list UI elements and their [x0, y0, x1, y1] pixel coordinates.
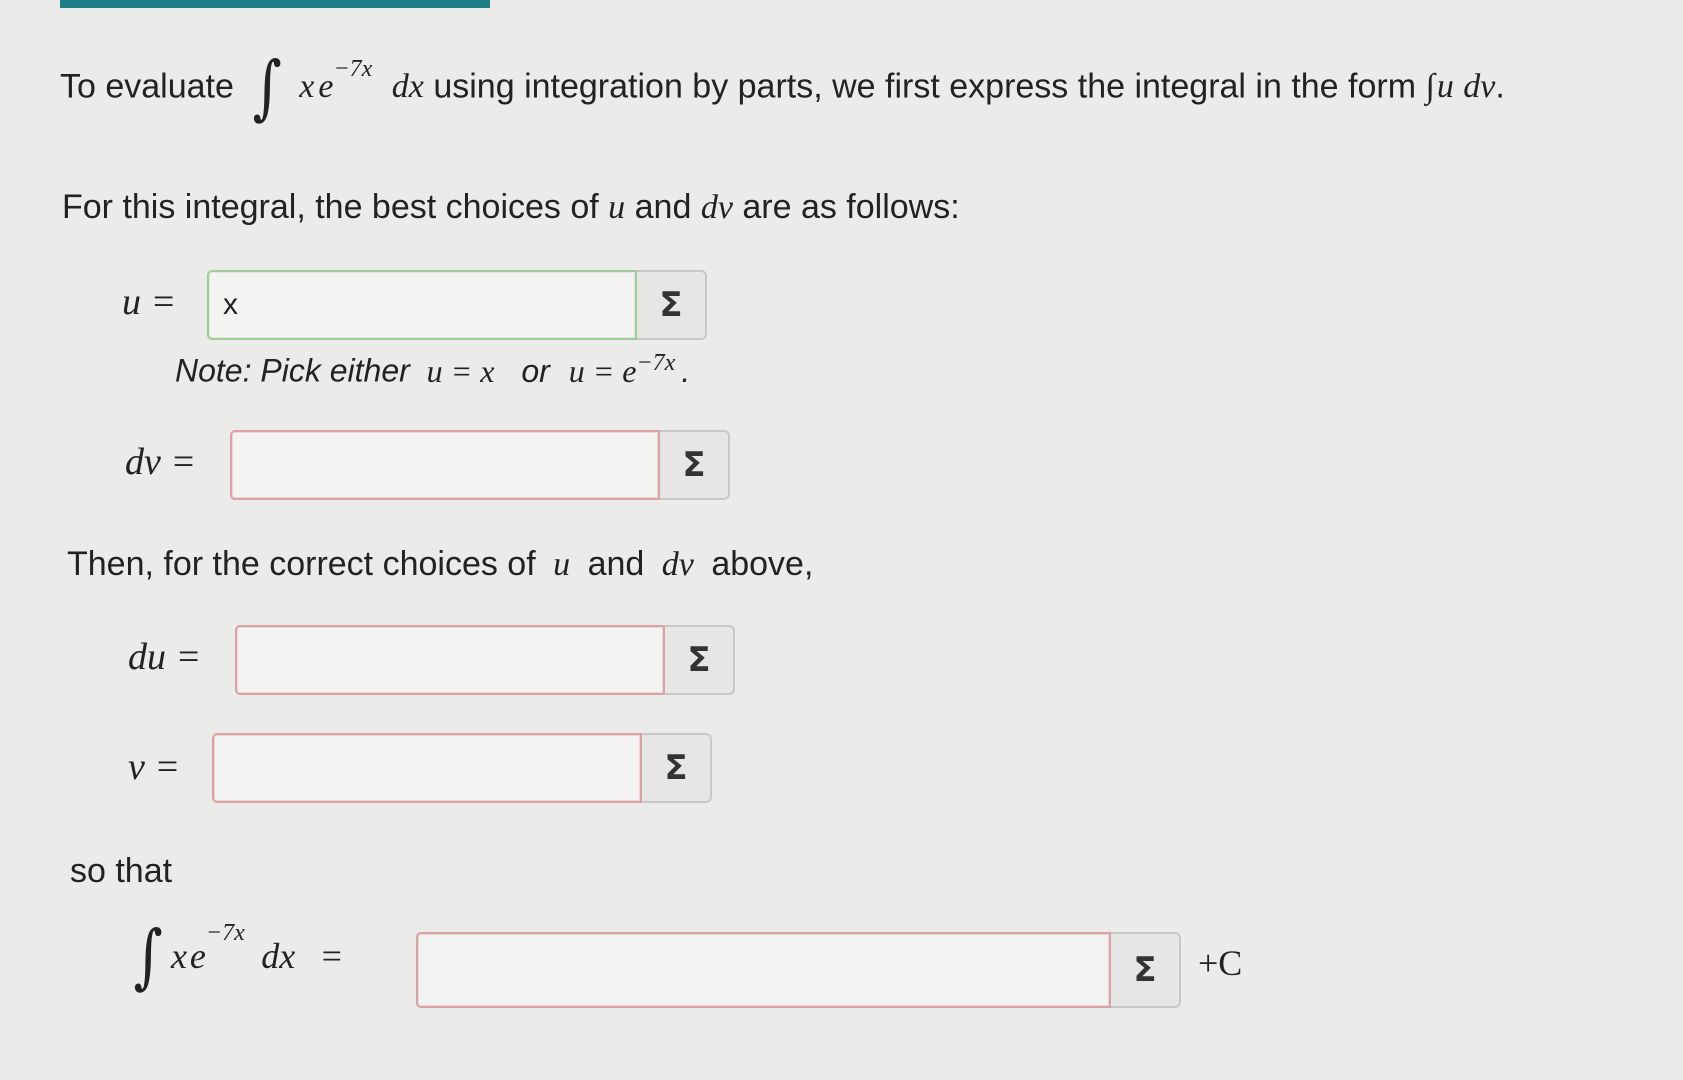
then-var-u: u — [553, 546, 571, 583]
u-input[interactable] — [207, 270, 637, 340]
choices-text-b: are as follows: — [742, 188, 960, 226]
note-or: or — [521, 352, 550, 389]
choices-sentence — [62, 188, 960, 227]
integral-answer-field — [416, 932, 1181, 1008]
then-text-and: and — [587, 545, 645, 583]
then-text-a: Then, for the correct choices of — [67, 545, 536, 583]
then-sentence — [67, 545, 813, 584]
final-integrand-e: e — [189, 935, 206, 976]
form-dv: dv — [1463, 68, 1496, 105]
intro-integrand-x: x — [299, 68, 315, 105]
integral-sign-icon: ∫ — [253, 46, 283, 128]
form-period: . — [1495, 67, 1505, 106]
final-integrand-exp: −7x — [205, 920, 245, 946]
dv-input[interactable] — [230, 430, 660, 500]
v-input[interactable] — [212, 733, 642, 803]
u-answer-field — [207, 270, 707, 340]
note-option-2: u = e — [568, 352, 637, 389]
so-that-text: so that — [70, 852, 173, 890]
top-accent-bar — [60, 0, 490, 8]
intro-sentence — [60, 46, 1505, 128]
v-answer-field — [212, 733, 712, 803]
dv-sigma-button[interactable]: Σ — [660, 430, 730, 500]
note-line — [175, 350, 690, 390]
choices-text-a: For this integral, the best choices of — [62, 188, 599, 226]
choices-text-and: and — [634, 188, 692, 226]
intro-integrand-exp: −7x — [333, 55, 373, 82]
dv-label: dv = — [125, 441, 197, 483]
final-equals: = — [321, 935, 342, 976]
u-label: u = — [122, 281, 177, 323]
final-integral-expression — [130, 914, 342, 997]
form-integral-sign-icon: ∫ — [1425, 68, 1435, 105]
du-sigma-button[interactable]: Σ — [665, 625, 735, 695]
constant-of-integration: +C — [1198, 943, 1243, 983]
intro-integrand-e: e — [318, 68, 334, 105]
v-label: v = — [128, 746, 181, 788]
final-integrand-x: x — [170, 935, 187, 976]
then-text-b: above, — [711, 545, 814, 583]
du-label: du = — [128, 636, 202, 678]
form-u: u — [1436, 68, 1454, 105]
final-integrand-dx: dx — [261, 935, 296, 976]
u-sigma-button[interactable]: Σ — [637, 270, 707, 340]
note-period: . — [681, 352, 691, 389]
dv-answer-field — [230, 430, 730, 500]
then-var-dv: dv — [661, 546, 694, 583]
note-option-2-exp: −7x — [636, 350, 676, 376]
final-integral-sign-icon: ∫ — [133, 914, 163, 997]
v-sigma-button[interactable]: Σ — [642, 733, 712, 803]
choices-var-u: u — [608, 189, 626, 226]
intro-prefix: To evaluate — [60, 67, 234, 106]
intro-integrand-dx: dx — [391, 68, 424, 105]
du-answer-field — [235, 625, 735, 695]
integral-input[interactable] — [416, 932, 1111, 1008]
intro-suffix: using integration by parts, we first express the integral in the form — [433, 67, 1417, 106]
choices-var-dv: dv — [700, 189, 733, 226]
du-input[interactable] — [235, 625, 665, 695]
integral-sigma-button[interactable]: Σ — [1111, 932, 1181, 1008]
note-option-1: u = x — [426, 352, 495, 389]
note-prefix: Note: Pick either — [175, 352, 410, 389]
